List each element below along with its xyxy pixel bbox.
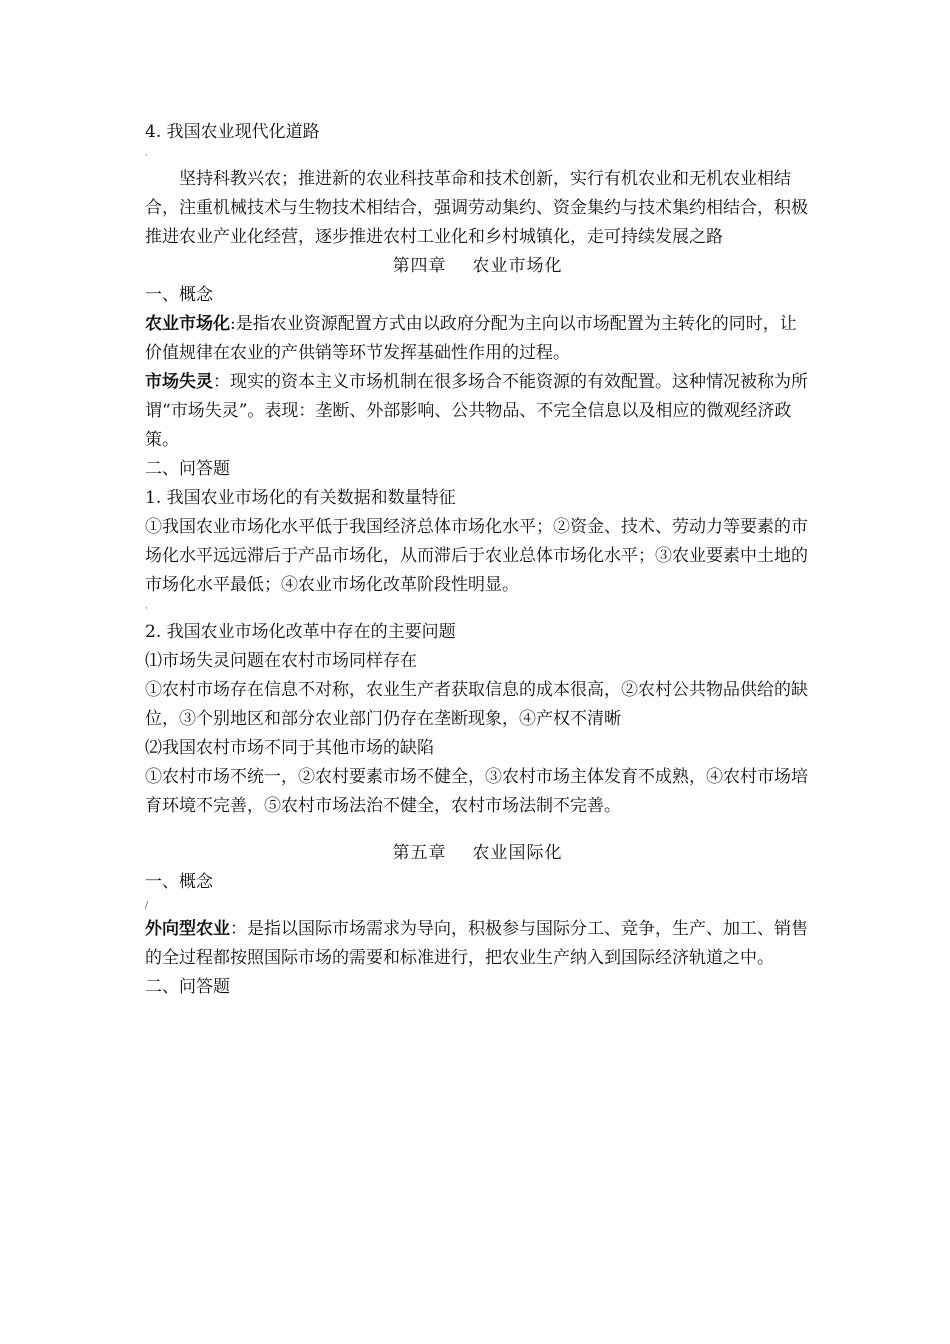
chapter-4-title xyxy=(145,252,810,281)
section-4-paragraph: 坚持科教兴农；推进新的农业科技革命和技术创新，实行有机农业和无机农业相结合，注重机械技术与生物技术相结合，强调劳动集约、资金集约与技术集约相结合，积极推进农业产业化经营，逐步推进农村工业化和乡村城镇化，走可持续发展之路 xyxy=(145,169,808,247)
question-2-sub-1-answer: ①农村市场存在信息不对称，农业生产者获取信息的成本很高，②农村公共物品供给的缺位，③个别地区和部分农业部门仍存在垄断现象，④产权不清晰 xyxy=(145,680,808,729)
chapter-4-qa-heading: 二、问答题 xyxy=(145,459,230,479)
paragraph-mark: / xyxy=(145,901,149,911)
paragraph-mark: · xyxy=(145,604,148,614)
term-agri-marketization-definition: :是指农业资源配置方式由以政府分配为主向以市场配置为主转化的同时，让价值规律在农业的产供销等环节发挥基础性作用的过程。 xyxy=(145,314,797,363)
chapter-5-number: 第五章 xyxy=(392,843,447,863)
question-1: 1. 我国农业市场化的有关数据和数量特征 xyxy=(145,488,456,508)
definition-agri-marketization xyxy=(145,310,810,368)
chapter-5-qa-heading: 二、问答题 xyxy=(145,977,230,997)
question-2-sub-2-answer: ①农村市场不统一，②农村要素市场不健全，③农村市场主体发育不成熟，④农村市场培育环境不完善，⑤农村市场法治不健全，农村市场法制不完善。 xyxy=(145,767,808,816)
question-2: 2. 我国农业市场化改革中存在的主要问题 xyxy=(145,622,456,642)
paragraph-mark: · xyxy=(145,151,148,161)
section-4-heading: 4. 我国农业现代化道路 xyxy=(145,122,320,142)
term-market-failure: 市场失灵 xyxy=(145,372,213,392)
question-2-sub-1: ⑴市场失灵问题在农村市场同样存在 xyxy=(145,651,417,671)
spacer xyxy=(145,821,810,839)
answer-1: ①我国农业市场化水平低于我国经济总体市场化水平；②资金、技术、劳动力等要素的市场化水平远远滞后于产品市场化，从而滞后于农业总体市场化水平；③农业要素中土地的市场化水平最低；④农业市场化改革阶段性明显。 xyxy=(145,517,808,595)
chapter-5-title xyxy=(145,839,810,868)
chapter-4-name: 农业市场化 xyxy=(472,256,563,276)
term-export-oriented-agriculture-definition: ：是指以国际市场需求为导向，积极参与国际分工、竞争，生产、加工、销售的全过程都按照国际市场的需要和标准进行，把农业生产纳入到国际经济轨道之中。 xyxy=(145,919,808,968)
document-content xyxy=(145,118,810,1002)
chapter-5-name: 农业国际化 xyxy=(472,843,563,863)
term-export-oriented-agriculture: 外向型农业 xyxy=(145,919,230,939)
term-agri-marketization: 农业市场化 xyxy=(145,314,230,334)
definition-export-oriented-agriculture xyxy=(145,915,810,973)
chapter-4-concepts-heading: 一、概念 xyxy=(145,285,213,305)
chapter-4-number: 第四章 xyxy=(392,256,447,276)
chapter-5-concepts-heading: 一、概念 xyxy=(145,872,213,892)
question-2-sub-2: ⑵我国农村市场不同于其他市场的缺陷 xyxy=(145,738,434,758)
definition-market-failure xyxy=(145,368,810,455)
term-market-failure-definition: ：现实的资本主义市场机制在很多场合不能资源的有效配置。这种情况被称为所谓“市场失灵”。表现：垄断、外部影响、公共物品、不完全信息以及相应的微观经济政策。 xyxy=(145,372,808,450)
